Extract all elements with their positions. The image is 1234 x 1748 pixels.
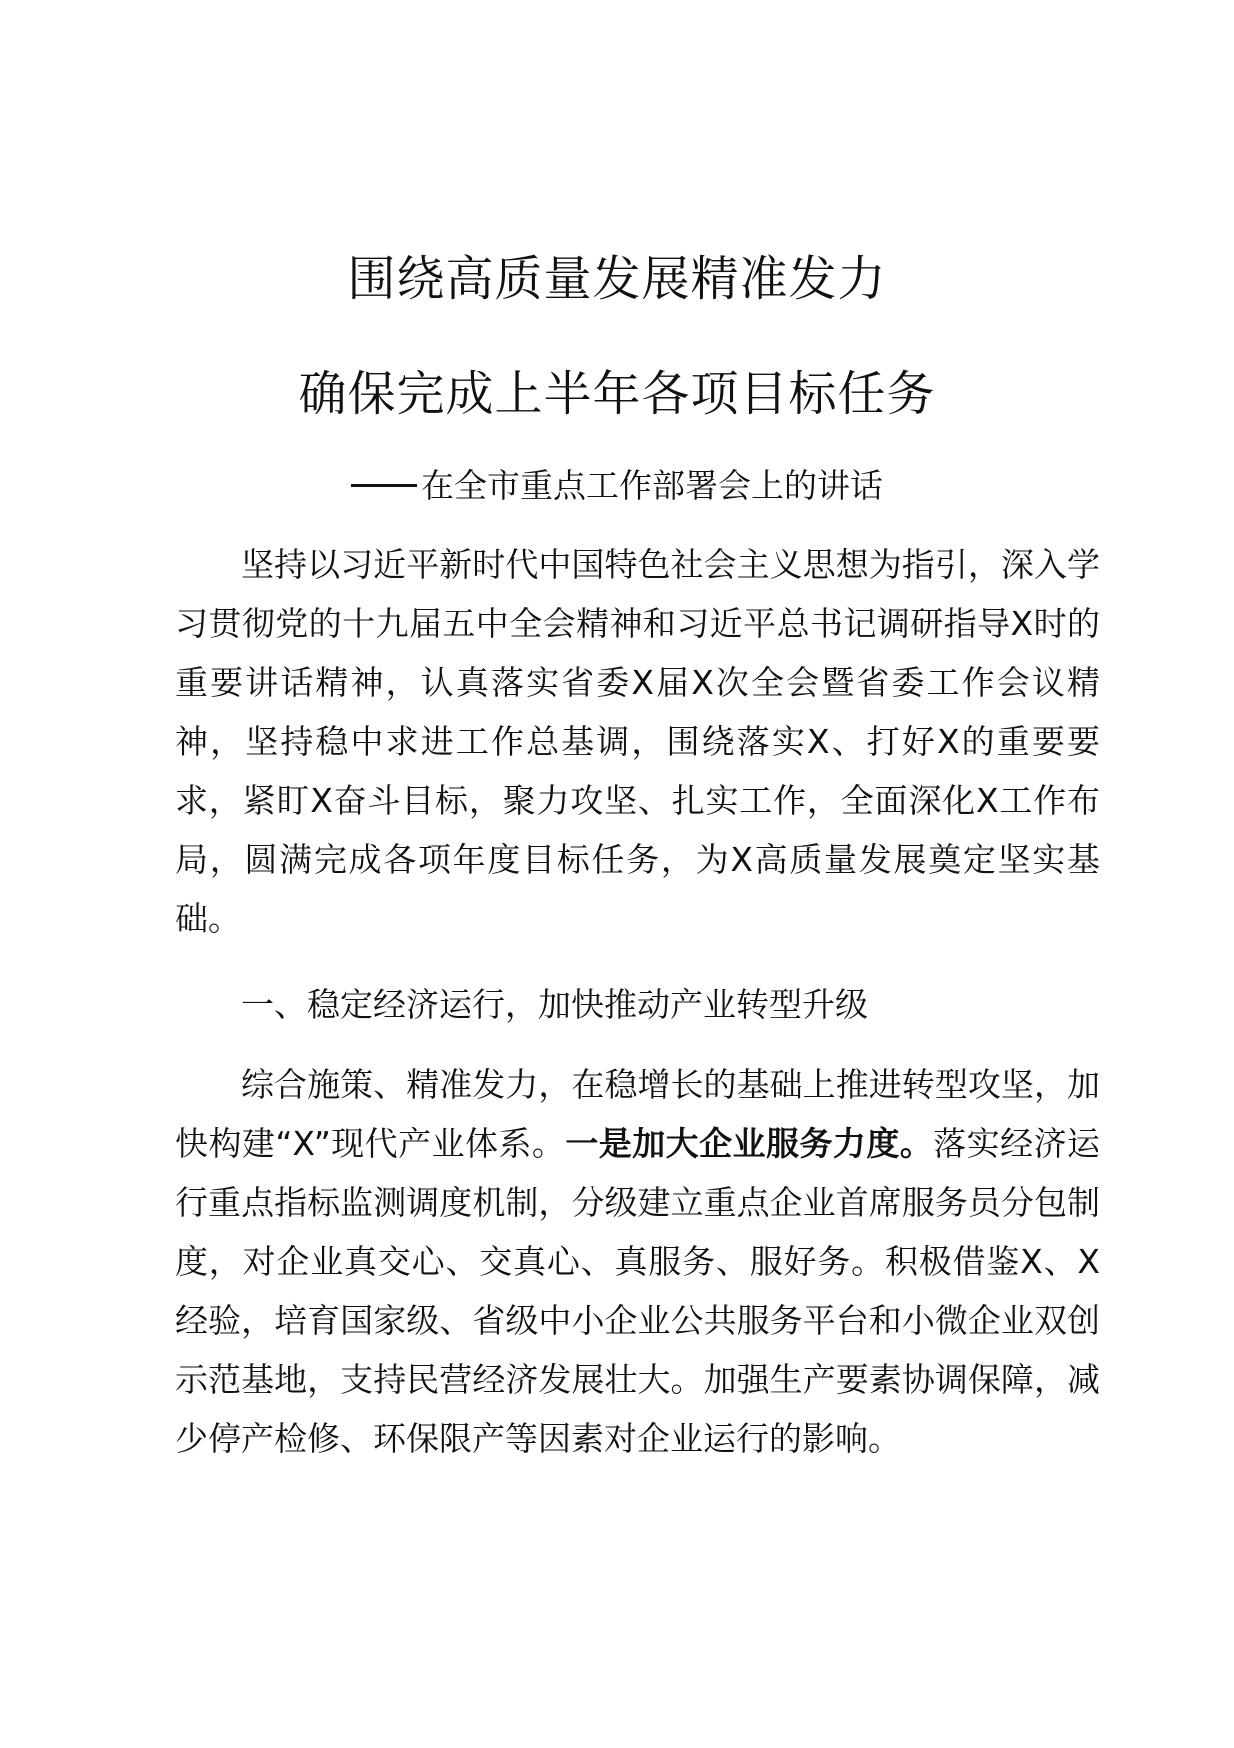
subtitle-text: 在全市重点工作部署会上的讲话 <box>421 466 883 505</box>
paragraph-2-rest: 落实经济运行重点指标监测调度机制，分级建立重点企业首席服务员分包制度，对企业真交心、交真心、真服务、服好务。积极借鉴X、X经验，培育国家级、省级中小企业公共服务平台和小微企业双创示范基地，支持民营经济发展壮大。加强生产要素协调保障，减少停产检修、环保限产等因素对企业运行的影响。 <box>175 1124 1101 1458</box>
paragraph-2-bold-lead: 一是加大企业服务力度。 <box>565 1124 934 1163</box>
subtitle <box>0 464 1234 508</box>
em-dash-rule <box>351 484 417 487</box>
paragraph-2-intro: 综合施策、精准发力，在稳增长的基础上推进转型攻坚，加快构建“X”现代产业体系。 <box>175 1065 1100 1163</box>
section-heading-1: 一、稳定经济运行，加快推动产业转型升级 <box>241 985 868 1024</box>
title-line-1: 围绕高质量发展精准发力 <box>347 251 887 307</box>
title-line-2: 确保完成上半年各项目标任务 <box>298 366 936 422</box>
paragraph-2 <box>175 1055 1100 1468</box>
paragraph-1: 坚持以习近平新时代中国特色社会主义思想为指引，深入学习贯彻党的十九届五中全会精神和习近平总书记调研指导X时的重要讲话精神，认真落实省委X届X次全会暨省委工作会议精神，坚持稳中求进工作总基调，围绕落实X、打好X的重要要求，紧盯X奋斗目标，聚力攻坚、扎实工作，全面深化X工作布局，圆满完成各项年度目标任务，为X高质量发展奠定坚实基础。 <box>175 545 1100 938</box>
